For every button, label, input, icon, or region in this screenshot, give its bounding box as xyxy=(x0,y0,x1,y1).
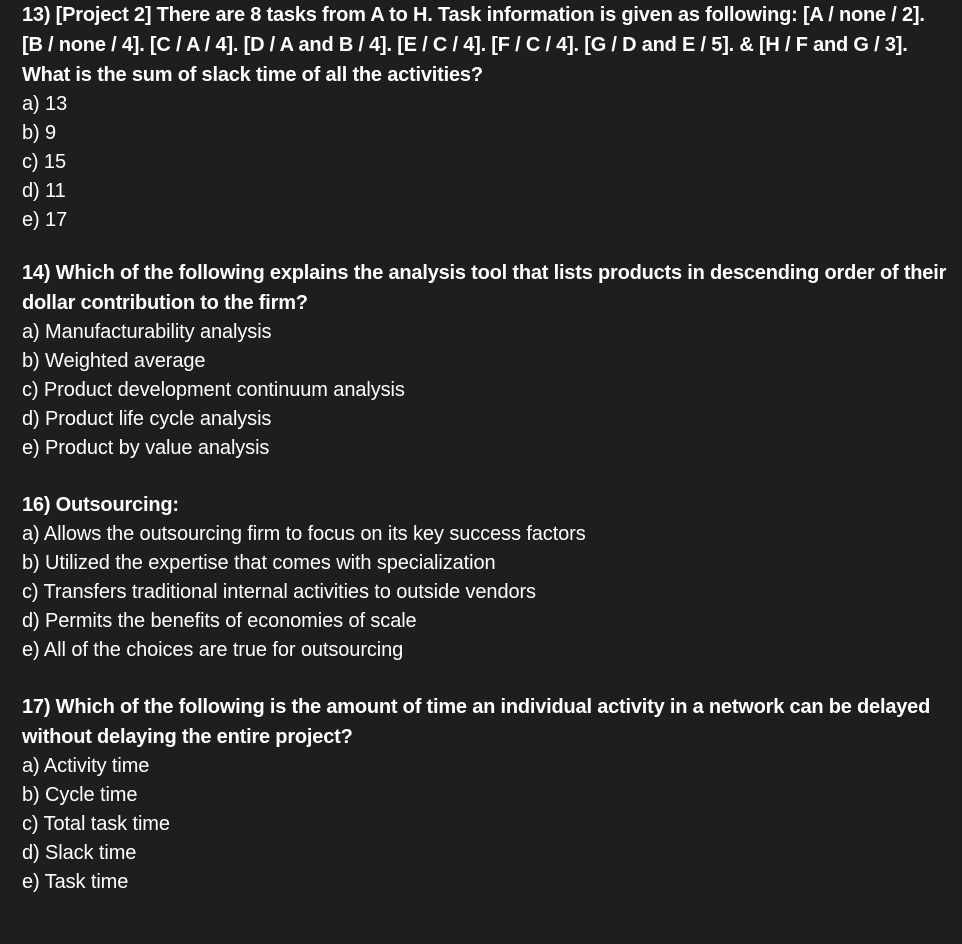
question-text xyxy=(22,258,948,318)
question-text xyxy=(22,692,948,752)
option-a: a) 13 xyxy=(22,93,68,115)
option-list xyxy=(22,752,948,897)
option-a: a) Activity time xyxy=(22,755,150,777)
option-e: e) 17 xyxy=(22,209,68,231)
option-list xyxy=(22,318,948,463)
question-number: 17) xyxy=(22,696,51,718)
question-prompt: Which of the following is the amount of time an individual activity in a network can be delayed without delaying the entire project? xyxy=(22,696,931,748)
question-number: 16) xyxy=(22,494,51,516)
question-prompt: Outsourcing: xyxy=(55,494,179,516)
question-13 xyxy=(22,0,948,235)
question-prompt: Which of the following explains the analysis tool that lists products in descending order of their dollar contribution to the firm? xyxy=(22,262,947,314)
option-b: b) Cycle time xyxy=(22,784,138,806)
option-list xyxy=(22,520,948,665)
option-e: e) Task time xyxy=(22,871,129,893)
option-b: b) 9 xyxy=(22,122,57,144)
question-16 xyxy=(22,490,948,665)
option-e: e) All of the choices are true for outsourcing xyxy=(22,639,404,661)
option-b: b) Utilized the expertise that comes with specialization xyxy=(22,552,496,574)
option-d: d) Permits the benefits of economies of scale xyxy=(22,610,417,632)
option-b: b) Weighted average xyxy=(22,350,206,372)
option-list xyxy=(22,90,948,235)
option-d: d) Slack time xyxy=(22,842,137,864)
option-c: c) Product development continuum analysis xyxy=(22,379,405,401)
question-number: 14) xyxy=(22,262,51,284)
option-a: a) Manufacturability analysis xyxy=(22,321,272,343)
option-a: a) Allows the outsourcing firm to focus on its key success factors xyxy=(22,523,586,545)
question-14 xyxy=(22,258,948,463)
question-17 xyxy=(22,692,948,897)
option-d: d) Product life cycle analysis xyxy=(22,408,272,430)
question-number: 13) xyxy=(22,4,51,26)
option-d: d) 11 xyxy=(22,180,66,202)
question-text xyxy=(22,0,948,90)
question-text xyxy=(22,490,948,520)
option-c: c) Transfers traditional internal activities to outside vendors xyxy=(22,581,536,603)
option-c: c) Total task time xyxy=(22,813,170,835)
question-prompt: [Project 2] There are 8 tasks from A to H. Task information is given as following: [A / none / 2]. [B / none / 4]. [C / A / 4]. [D / A and B / 4]. [E / C / 4]. [F / C / 4]. [G / D and E / 5]. & [H / F and G / 3]. What is the sum of slack time of all the activities? xyxy=(22,4,925,86)
option-e: e) Product by value analysis xyxy=(22,437,270,459)
option-c: c) 15 xyxy=(22,151,66,173)
